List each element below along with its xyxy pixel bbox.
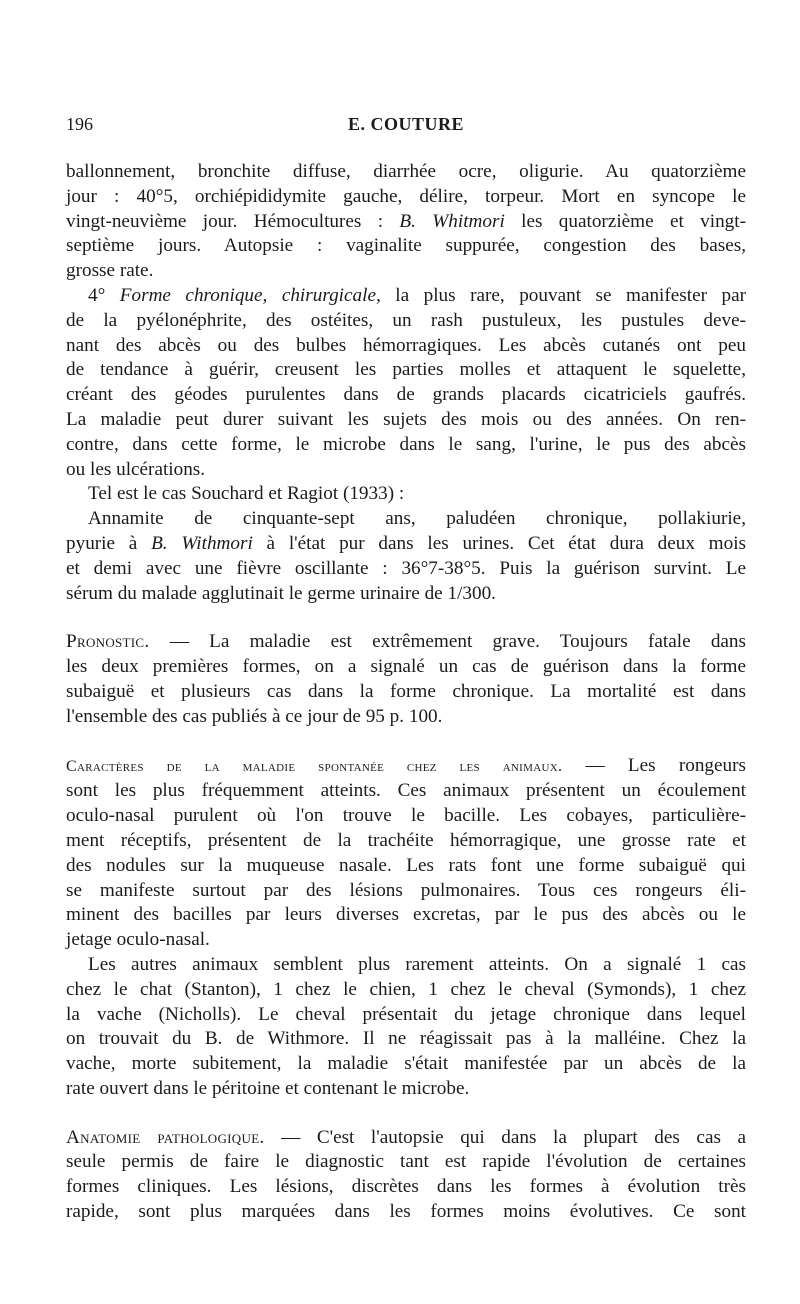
paragraph-other-animals — [66, 953, 746, 1102]
text-line: de tendance à guérir, creusent les parties molles et attaquent le squelette, — [66, 359, 746, 381]
text-line: formes cliniques. Les lésions, discrètes dans les formes à évolution très — [66, 1176, 746, 1198]
text-line: les deux premières formes, on a signalé un cas de guérison dans la forme — [66, 656, 746, 678]
page-body — [66, 160, 746, 1225]
text-line: des nodules sur la muqueuse nasale. Les rats font une forme subaiguë qui — [66, 854, 746, 876]
text-line: Anatomie pathologique. — C'est l'autopsie qui dans la plupart des cas a — [66, 1126, 746, 1148]
text-line: Caractères de la maladie spontanée chez les animaux. — Les rongeurs — [66, 754, 746, 776]
text-line: ment réceptifs, présentent de la trachéite hémorragique, une grosse rate et — [66, 829, 746, 851]
paragraph-chronic-form — [66, 284, 746, 482]
text-line: subaiguë et plusieurs cas dans la forme chronique. La mortalité est dans — [66, 680, 746, 702]
paragraph-case-intro — [66, 482, 746, 507]
text-line: l'ensemble des cas publiés à ce jour de 95 p. 100. — [66, 705, 443, 727]
text-line: sérum du malade agglutinait le germe urinaire de 1/300. — [66, 582, 496, 604]
text-line: nant des abcès ou des bulbes hémorragiques. Les abcès cutanés ont peu — [66, 334, 746, 356]
paragraph-case-continuation — [66, 160, 746, 284]
text-line: chez le chat (Stanton), 1 chez le chien, 1 chez le cheval (Symonds), 1 chez — [66, 978, 746, 1000]
text-line: oculo-nasal purulent où l'on trouve le bacille. Les cobayes, particulière- — [66, 805, 746, 827]
text-line: Les autres animaux semblent plus rarement atteints. On a signalé 1 cas — [88, 953, 746, 975]
text-line: minent des bacilles par leurs diverses excretas, par le pus des abcès ou le — [66, 904, 746, 926]
section-heading: Anatomie pathologique. — [66, 1126, 265, 1148]
form-title: Forme chronique, chirurgicale, — [119, 284, 381, 306]
text-line: on trouvait du B. de Withmore. Il ne réagissait pas à la malléine. Chez la — [66, 1028, 746, 1050]
text-line: 4° Forme chronique, chirurgicale, la plus rare, pouvant se manifester par — [88, 284, 746, 306]
text-line: pyurie à B. Withmori à l'état pur dans les urines. Cet état dura deux mois — [66, 532, 747, 554]
text-line: jour : 40°5, orchiépididymite gauche, délire, torpeur. Mort en syncope le — [66, 185, 746, 207]
text-line: sont les plus fréquemment atteints. Ces animaux présentent un écoulement — [66, 780, 746, 802]
text-line: vache, morte subitement, la maladie s'était manifestée par un abcès de la — [66, 1053, 746, 1075]
text-line: de la pyélonéphrite, des ostéites, un rash pustuleux, les pustules deve- — [66, 309, 746, 331]
section-pronostic — [66, 630, 746, 729]
page-number: 196 — [66, 114, 93, 134]
text-line: la vache (Nicholls). Le cheval présentait du jetage chronique dans lequel — [66, 1003, 746, 1025]
section-heading: Caractères de la maladie spontanée chez les animaux. — [66, 757, 563, 775]
page-header — [66, 114, 746, 138]
text-line: rapide, sont plus marquées dans les formes moins évolutives. Ce sont — [66, 1201, 746, 1223]
text-line: se manifeste surtout par des lésions pulmonaires. Tous ces rongeurs éli- — [66, 879, 746, 901]
text-line: Pronostic. — La maladie est extrêmement grave. Toujours fatale dans — [66, 631, 746, 653]
paragraph-case-report — [66, 507, 746, 606]
text-line: grosse rate. — [66, 260, 154, 282]
text-line: septième jours. Autopsie : vaginalite suppurée, congestion des bases, — [66, 235, 746, 257]
text-line: jetage oculo-nasal. — [66, 929, 210, 951]
species-name: B. Whitmori — [399, 210, 505, 232]
text-line: contre, dans cette forme, le microbe dans le sang, l'urine, le pus des abcès — [66, 433, 746, 455]
text-line: et demi avec une fièvre oscillante : 36°7-38°5. Puis la guérison survint. Le — [66, 557, 746, 579]
species-name: B. Withmori — [151, 532, 253, 554]
section-anatomy — [66, 1126, 746, 1225]
text-line: ou les ulcérations. — [66, 458, 206, 480]
text-line: vingt-neuvième jour. Hémocultures : B. Whitmori les quatorzième et vingt- — [66, 210, 746, 232]
text-line: seule permis de faire le diagnostic tant est rapide l'évolution de certaines — [66, 1151, 746, 1173]
text-line: Annamite de cinquante-sept ans, paludéen chronique, pollakiurie, — [88, 508, 746, 530]
section-animals — [66, 754, 746, 953]
text-line: ballonnement, bronchite diffuse, diarrhée ocre, oligurie. Au quatorzième — [66, 161, 746, 182]
text-line: Tel est le cas Souchard et Ragiot (1933) : — [88, 483, 405, 505]
section-heading: Pronostic. — [66, 631, 150, 653]
text-line: créant des géodes purulentes dans de grands placards cicatriciels gaufrés. — [66, 384, 746, 406]
text-line: rate ouvert dans le péritoine et contenant le microbe. — [66, 1077, 470, 1099]
text-line: La maladie peut durer suivant les sujets des mois ou des années. On ren- — [66, 408, 746, 430]
running-head: E. COUTURE — [347, 114, 464, 134]
